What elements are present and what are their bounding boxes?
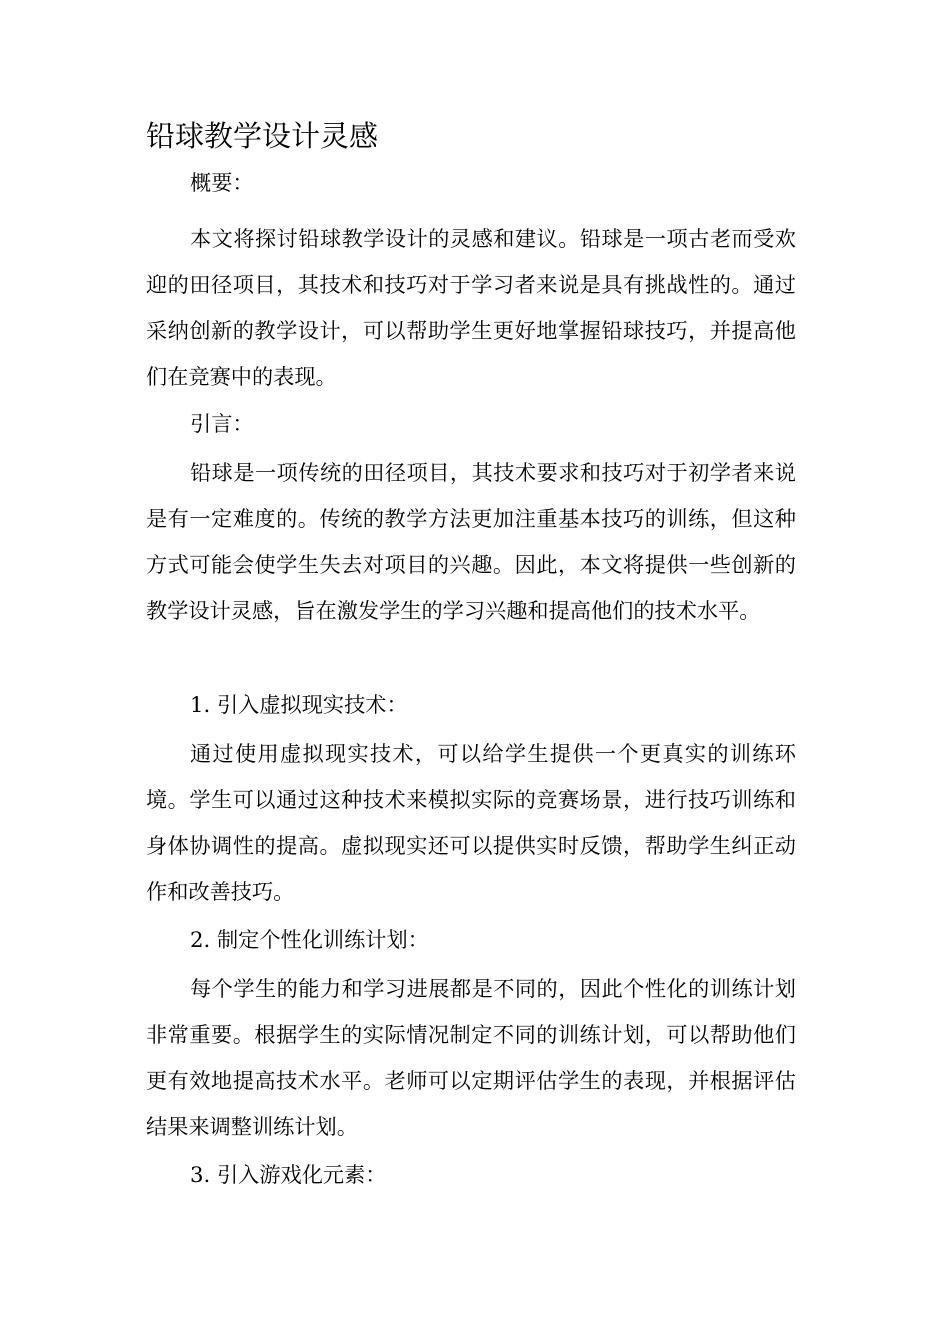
document-title: 铅球教学设计灵感 [146, 119, 379, 153]
section-1-paragraph: 通过使用虚拟现实技术，可以给学生提供一个更真实的训练环境。学生可以通过这种技术来模拟实际的竞赛场景，进行技巧训练和身体协调性的提高。虚拟现实还可以提供实时反馈，帮助学生纠正动作和改善技巧。 [146, 741, 796, 904]
section-2-heading: 2. 制定个性化训练计划： [190, 927, 429, 952]
abstract-paragraph: 本文将探讨铅球教学设计的灵感和建议。铅球是一项古老而受欢迎的田径项目，其技术和技巧对于学习者来说是具有挑战性的。通过采纳创新的教学设计，可以帮助学生更好地掌握铅球技巧，并提高他们在竞赛中的表现。 [146, 226, 796, 389]
intro-paragraph: 铅球是一项传统的田径项目，其技术要求和技巧对于初学者来说是有一定难度的。传统的教学方法更加注重基本技巧的训练，但这种方式可能会使学生失去对项目的兴趣。因此，本文将提供一些创新的教学设计灵感，旨在激发学生的学习兴趣和提高他们的技术水平。 [146, 460, 796, 623]
section-1-heading: 1. 引入虚拟现实技术： [190, 692, 408, 717]
abstract-label: 概要： [190, 170, 254, 195]
section-2-paragraph: 每个学生的能力和学习进展都是不同的，因此个性化的训练计划非常重要。根据学生的实际情况制定不同的训练计划，可以帮助他们更有效地提高技术水平。老师可以定期评估学生的表现，并根据评估结果来调整训练计划。 [146, 976, 796, 1139]
intro-label: 引言： [190, 411, 254, 436]
section-3-heading: 3. 引入游戏化元素： [190, 1162, 387, 1187]
